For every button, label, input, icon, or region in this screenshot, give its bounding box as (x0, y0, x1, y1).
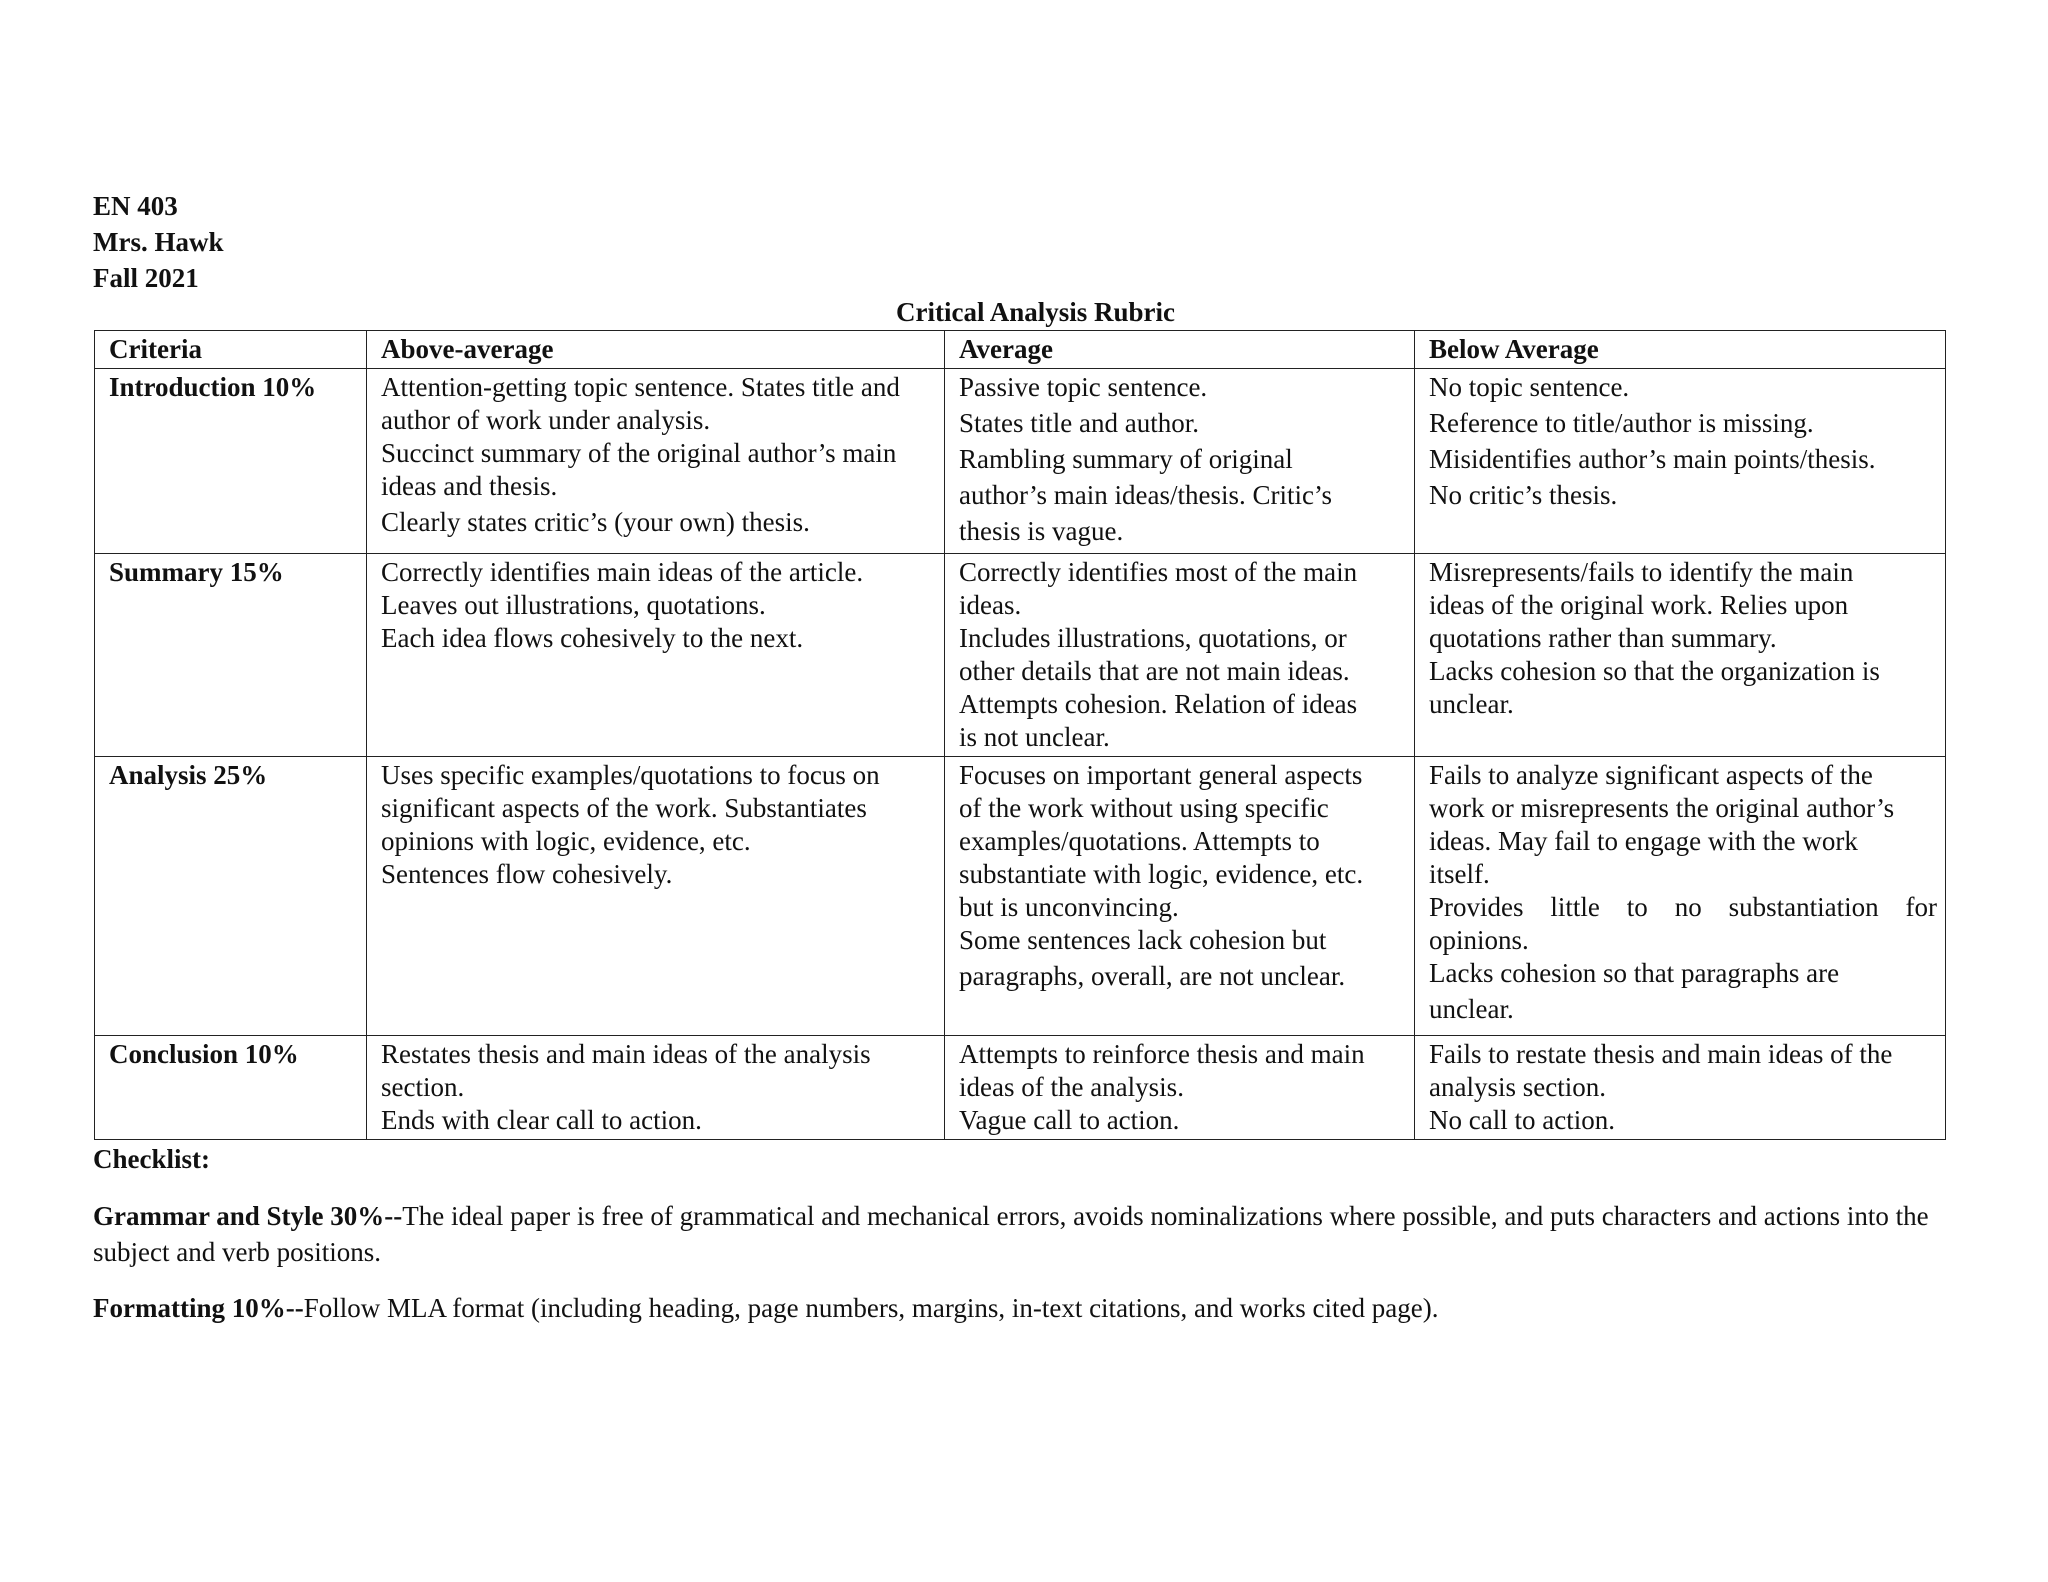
cell-line: Ends with clear call to action. (381, 1105, 702, 1135)
cell-line: examples/quotations. Attempts to (959, 826, 1320, 856)
criteria-cell: Analysis 25% (95, 757, 367, 1036)
cell-line: substantiate with logic, evidence, etc. (959, 859, 1364, 889)
cell-line: Attempts cohesion. Relation of ideas (959, 689, 1358, 719)
cell-line: Misidentifies author’s main points/thesis. (1429, 444, 1876, 474)
term: Fall 2021 (93, 263, 199, 293)
average-cell (945, 757, 1415, 1036)
column-header-above-average: Above-average (367, 331, 945, 369)
above-average-cell (367, 757, 945, 1036)
cell-line: Attempts to reinforce thesis and main (959, 1039, 1365, 1069)
cell-line: but is unconvincing. (959, 892, 1179, 922)
formatting-paragraph (93, 1290, 1973, 1326)
rubric-table (94, 330, 1946, 1140)
cell-line: Correctly identifies most of the main (959, 557, 1358, 587)
cell-line: Fails to analyze significant aspects of the (1429, 760, 1873, 790)
cell-line: States title and author. (959, 408, 1199, 438)
below-average-cell (1415, 757, 1946, 1036)
cell-line: ideas. May fail to engage with the work (1429, 826, 1858, 856)
column-header-below-average: Below Average (1415, 331, 1946, 369)
table-header-row (95, 331, 1946, 369)
checklist-heading: Checklist: (93, 1144, 210, 1174)
cell-line: Leaves out illustrations, quotations. (381, 590, 766, 620)
cell-line: work or misrepresents the original author’s (1429, 793, 1895, 823)
average-cell (945, 554, 1415, 757)
cell-line: Some sentences lack cohesion but (959, 925, 1327, 955)
cell-line: author of work under analysis. (381, 405, 711, 435)
cell-line: Provides little to no substantiation for (1429, 892, 1937, 922)
criteria-cell: Summary 15% (95, 554, 367, 757)
cell-line: No call to action. (1429, 1105, 1615, 1135)
cell-line: itself. (1429, 859, 1490, 889)
cell-line: Restates thesis and main ideas of the analysis (381, 1039, 871, 1069)
formatting-text: Follow MLA format (including heading, page numbers, margins, in-text citations, and works cited page). (303, 1293, 1439, 1323)
cell-line: Rambling summary of original (959, 444, 1293, 474)
cell-line: Succinct summary of the original author’s main (381, 438, 897, 468)
course-code: EN 403 (93, 191, 178, 221)
column-header-criteria: Criteria (95, 331, 367, 369)
cell-line: opinions. (1429, 925, 1529, 955)
cell-line: No critic’s thesis. (1429, 480, 1618, 510)
cell-line: is not unclear. (959, 722, 1110, 752)
cell-line: ideas of the original work. Relies upon (1429, 590, 1849, 620)
cell-line: Vague call to action. (959, 1105, 1180, 1135)
document-heading (93, 188, 224, 296)
cell-line: other details that are not main ideas. (959, 656, 1350, 686)
above-average-cell (367, 369, 945, 554)
grammar-style-label: Grammar and Style 30%-- (93, 1201, 403, 1231)
cell-line: Correctly identifies main ideas of the article. (381, 557, 864, 587)
cell-line: Lacks cohesion so that paragraphs are (1429, 958, 1840, 988)
cell-line: Uses specific examples/quotations to focus on (381, 760, 880, 790)
cell-line: of the work without using specific (959, 793, 1329, 823)
formatting-label: Formatting 10%-- (93, 1293, 304, 1323)
instructor-name: Mrs. Hawk (93, 227, 224, 257)
table-row-introduction (95, 369, 1946, 554)
cell-line: Attention-getting topic sentence. States title and (381, 372, 900, 402)
cell-line: Focuses on important general aspects (959, 760, 1363, 790)
cell-line: significant aspects of the work. Substantiates (381, 793, 867, 823)
grammar-style-text: The ideal paper is free of grammatical and mechanical errors, avoids nominalizations where possible, and puts characters and actions into the subject and verb positions. (93, 1201, 1929, 1267)
table-row-analysis (95, 757, 1946, 1036)
column-header-average: Average (945, 331, 1415, 369)
cell-line: No topic sentence. (1429, 372, 1630, 402)
average-cell (945, 1036, 1415, 1140)
rubric-title: Critical Analysis Rubric (895, 297, 1175, 327)
cell-line: Includes illustrations, quotations, or (959, 623, 1347, 653)
cell-line: opinions with logic, evidence, etc. (381, 826, 751, 856)
cell-line: Each idea flows cohesively to the next. (381, 623, 804, 653)
cell-line: ideas and thesis. (381, 471, 558, 501)
cell-line: ideas. (959, 590, 1022, 620)
cell-line: quotations rather than summary. (1429, 623, 1777, 653)
cell-line: author’s main ideas/thesis. Critic’s (959, 480, 1332, 510)
criteria-cell: Introduction 10% (95, 369, 367, 554)
cell-line: analysis section. (1429, 1072, 1606, 1102)
table-row-conclusion (95, 1036, 1946, 1140)
cell-line: unclear. (1429, 689, 1514, 719)
cell-line: Sentences flow cohesively. (381, 859, 673, 889)
cell-line: Reference to title/author is missing. (1429, 408, 1814, 438)
cell-line: section. (381, 1072, 465, 1102)
criteria-cell: Conclusion 10% (95, 1036, 367, 1140)
above-average-cell (367, 554, 945, 757)
table-row-summary (95, 554, 1946, 757)
cell-line: ideas of the analysis. (959, 1072, 1184, 1102)
above-average-cell (367, 1036, 945, 1140)
cell-line: Fails to restate thesis and main ideas of the (1429, 1039, 1893, 1069)
below-average-cell (1415, 1036, 1946, 1140)
cell-line: Misrepresents/fails to identify the main (1429, 557, 1854, 587)
cell-line: Passive topic sentence. (959, 372, 1208, 402)
average-cell (945, 369, 1415, 554)
below-average-cell (1415, 554, 1946, 757)
grammar-style-paragraph (93, 1198, 1973, 1270)
cell-line: thesis is vague. (959, 516, 1124, 546)
cell-line: unclear. (1429, 994, 1514, 1024)
below-average-cell (1415, 369, 1946, 554)
cell-line: Clearly states critic’s (your own) thesis. (381, 507, 810, 537)
cell-line: paragraphs, overall, are not unclear. (959, 961, 1346, 991)
cell-line: Lacks cohesion so that the organization is (1429, 656, 1880, 686)
